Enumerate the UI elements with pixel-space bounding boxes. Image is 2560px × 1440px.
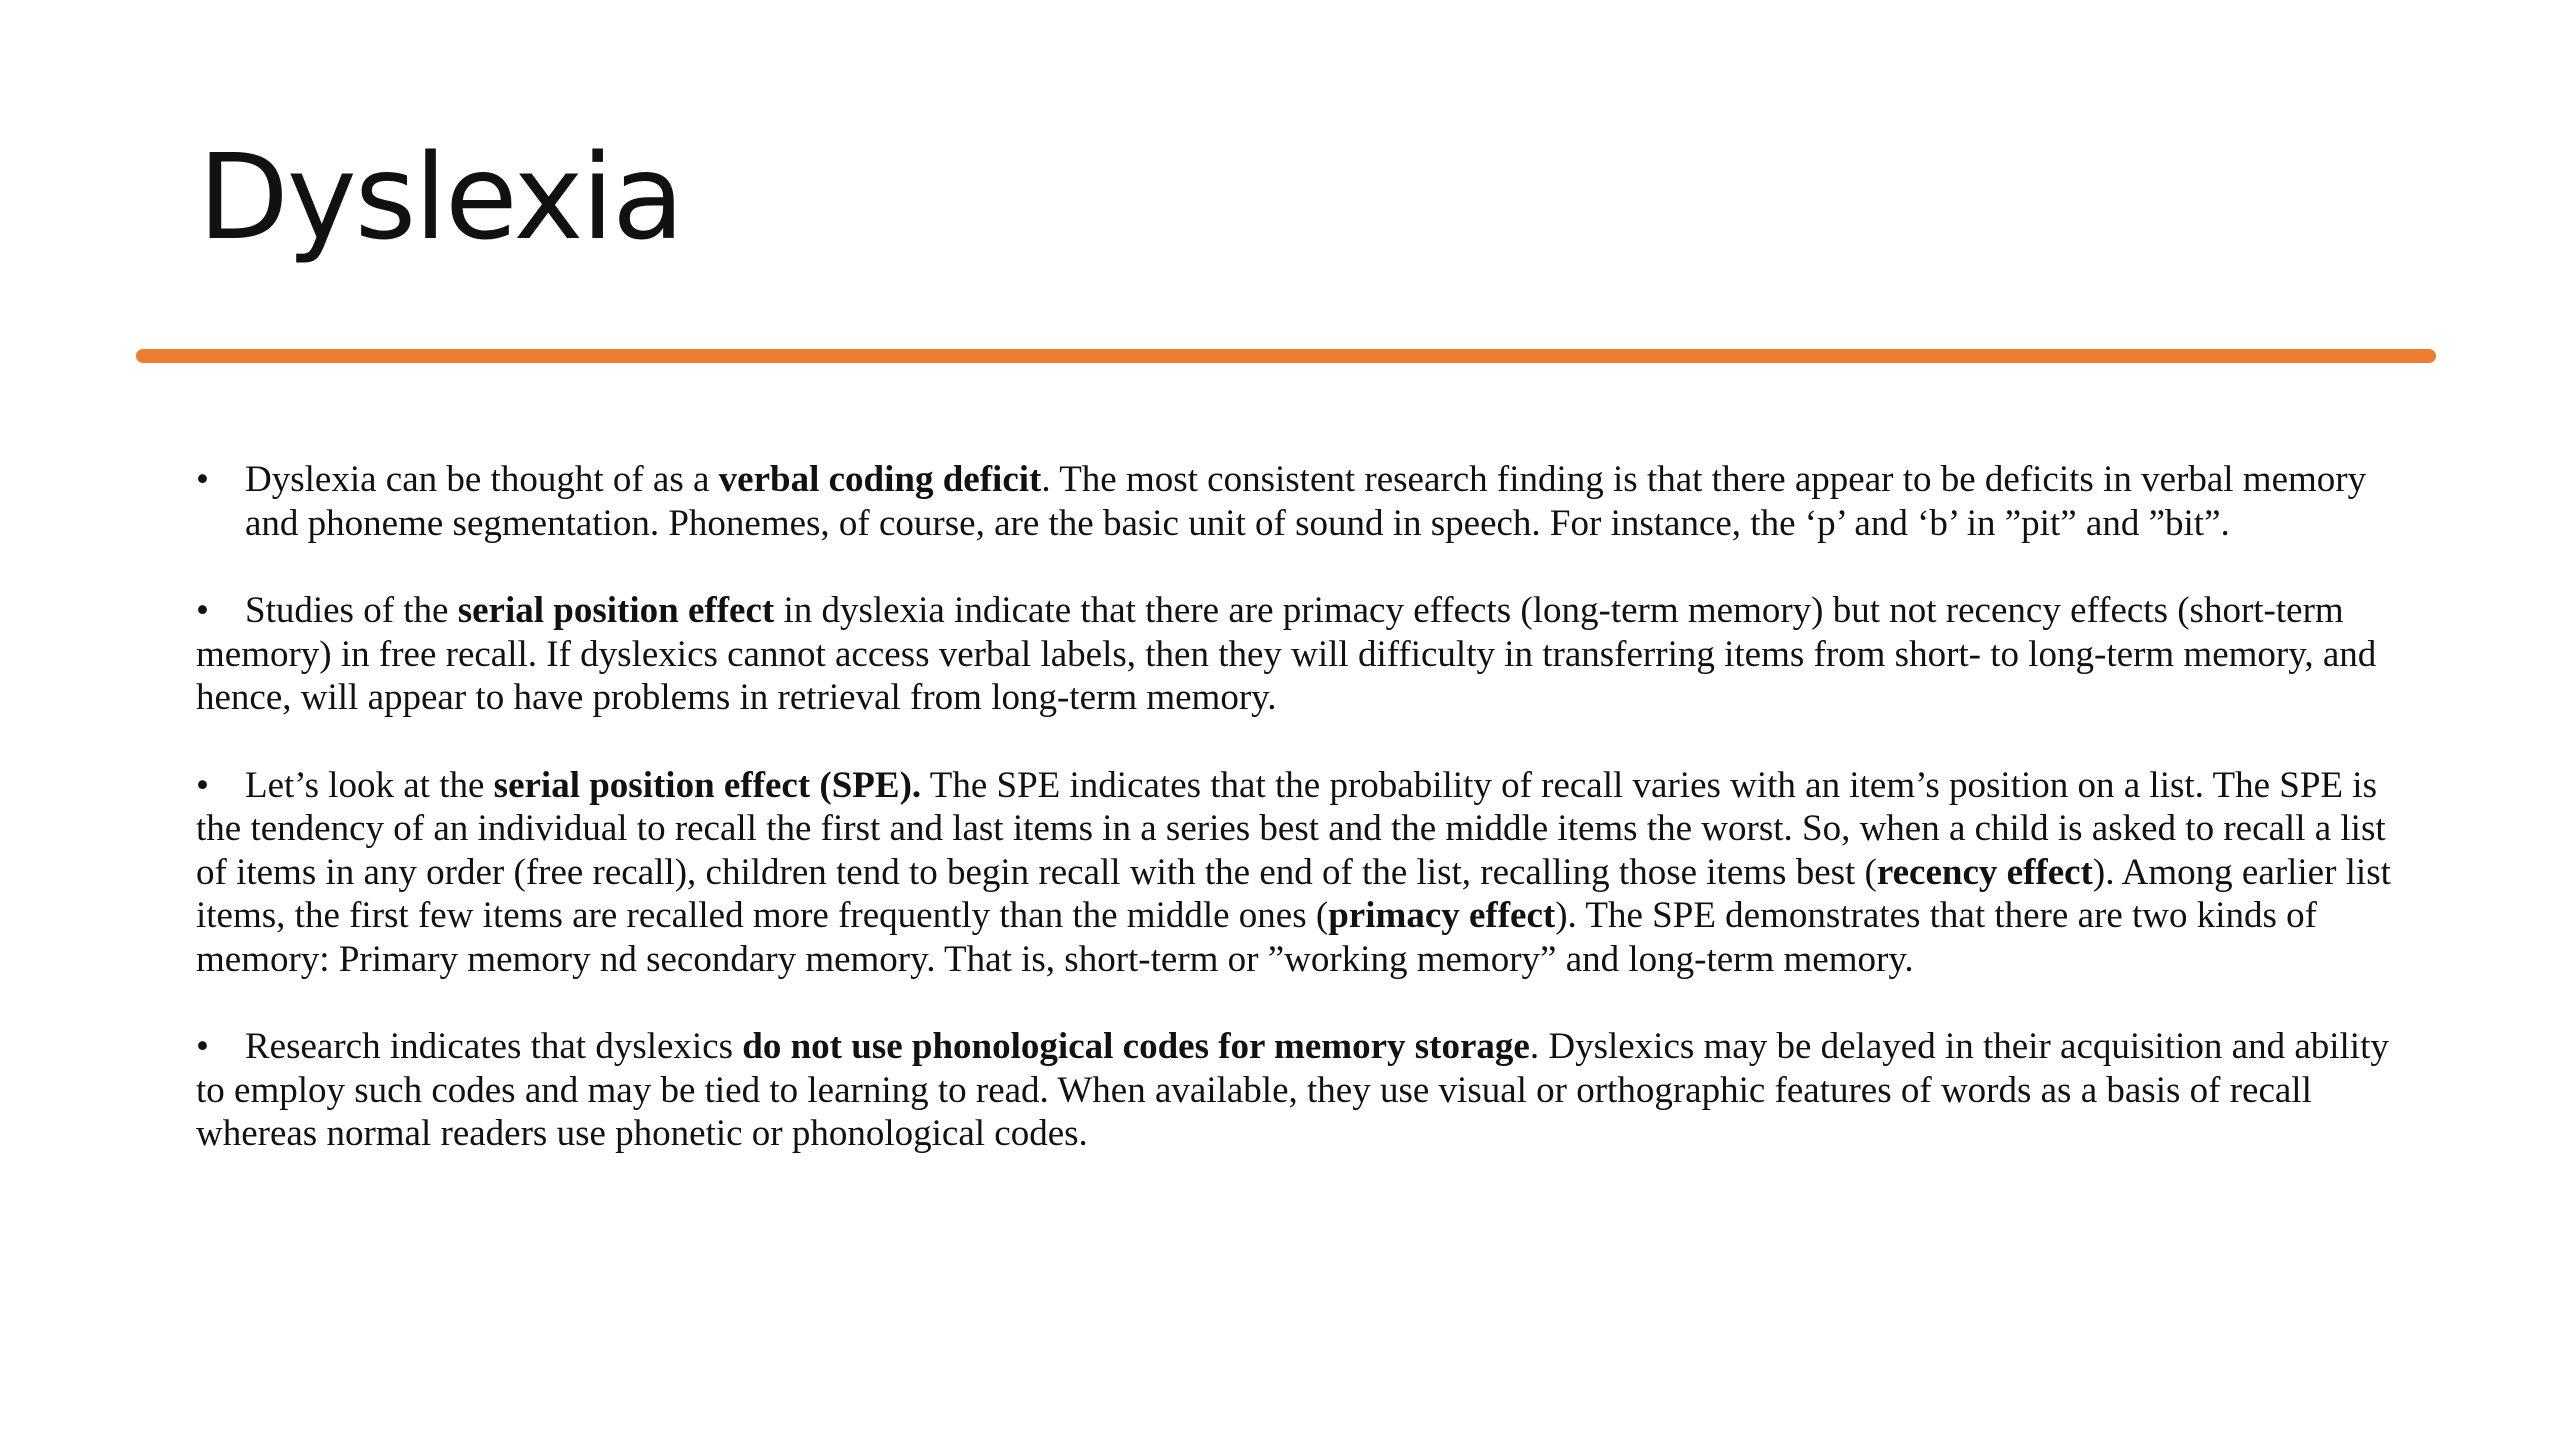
paragraph-1-text-a: Dyslexia can be thought of as a bbox=[245, 459, 719, 500]
paragraph-3-text-c: ). Among earlier list items, the first few items are recalled more frequently than the middle ones ( bbox=[196, 851, 2391, 936]
paragraph-3-bold-b: recency effect bbox=[1876, 851, 2093, 893]
paragraph-3-text-d: ). The SPE demonstrates that there are two kinds of memory: Primary memory nd secondary memory. That is, short-term or ”working memory” and long-term memory. bbox=[196, 895, 2317, 980]
paragraph-3-text-b: The SPE indicates that the probability of recall varies with an item’s position on a list. The SPE is the tendency of an individual to recall the first and last items in a series best and the middle items the worst. So, when a child is asked to recall a list of items in any order (free recall), children tend to begin recall with the end of the list, recalling those items best ( bbox=[196, 764, 2386, 893]
bullet-paragraph-1 bbox=[196, 458, 2396, 545]
paragraph-1-bold-a: verbal coding deficit bbox=[718, 459, 1042, 500]
bullet-paragraph-3 bbox=[196, 764, 2396, 982]
slide-title: Dyslexia bbox=[198, 128, 683, 266]
paragraph-2-text-b: in dyslexia indicate that there are primacy effects (long-term memory) but not recency effects (short-term memory) in free recall. If dyslexics cannot access verbal labels, then they will difficulty in transferring items from short- to long-term memory, and hence, will appear to have problems in retrieval from long-term memory. bbox=[196, 590, 2377, 718]
bullet-icon: • bbox=[196, 764, 209, 806]
paragraph-4-text-a: Research indicates that dyslexics bbox=[245, 1026, 743, 1067]
bullet-icon: • bbox=[196, 1026, 209, 1067]
paragraph-4-bold-a: do not use phonological codes for memory storage bbox=[742, 1026, 1530, 1067]
bullet-icon: • bbox=[196, 590, 209, 631]
paragraph-3-bold-a: serial position effect (SPE). bbox=[493, 764, 922, 806]
paragraph-2-text-a: Studies of the bbox=[245, 590, 458, 631]
slide-body bbox=[196, 458, 2396, 1200]
bullet-icon: • bbox=[196, 459, 209, 500]
title-divider bbox=[136, 349, 2436, 363]
bullet-paragraph-4 bbox=[196, 1025, 2396, 1156]
bullet-paragraph-2 bbox=[196, 589, 2396, 720]
paragraph-2-bold-a: serial position effect bbox=[457, 590, 775, 631]
paragraph-1-text-b: . The most consistent research finding is that there appear to be deficits in verbal memory and phoneme segmentation. Phonemes, of course, are the basic unit of sound in speech. For instance, the ‘p’ and ‘b’ in ”pit” and ”bit”. bbox=[245, 459, 2367, 544]
paragraph-3-bold-c: primacy effect bbox=[1328, 895, 1556, 936]
paragraph-4-text-b: . Dyslexics may be delayed in their acquisition and ability to employ such codes and may be tied to learning to read. When available, they use visual or orthographic features of words as a basis of recall whereas normal readers use phonetic or phonological codes. bbox=[196, 1026, 2389, 1154]
paragraph-3-text-a: Let’s look at the bbox=[245, 764, 494, 806]
